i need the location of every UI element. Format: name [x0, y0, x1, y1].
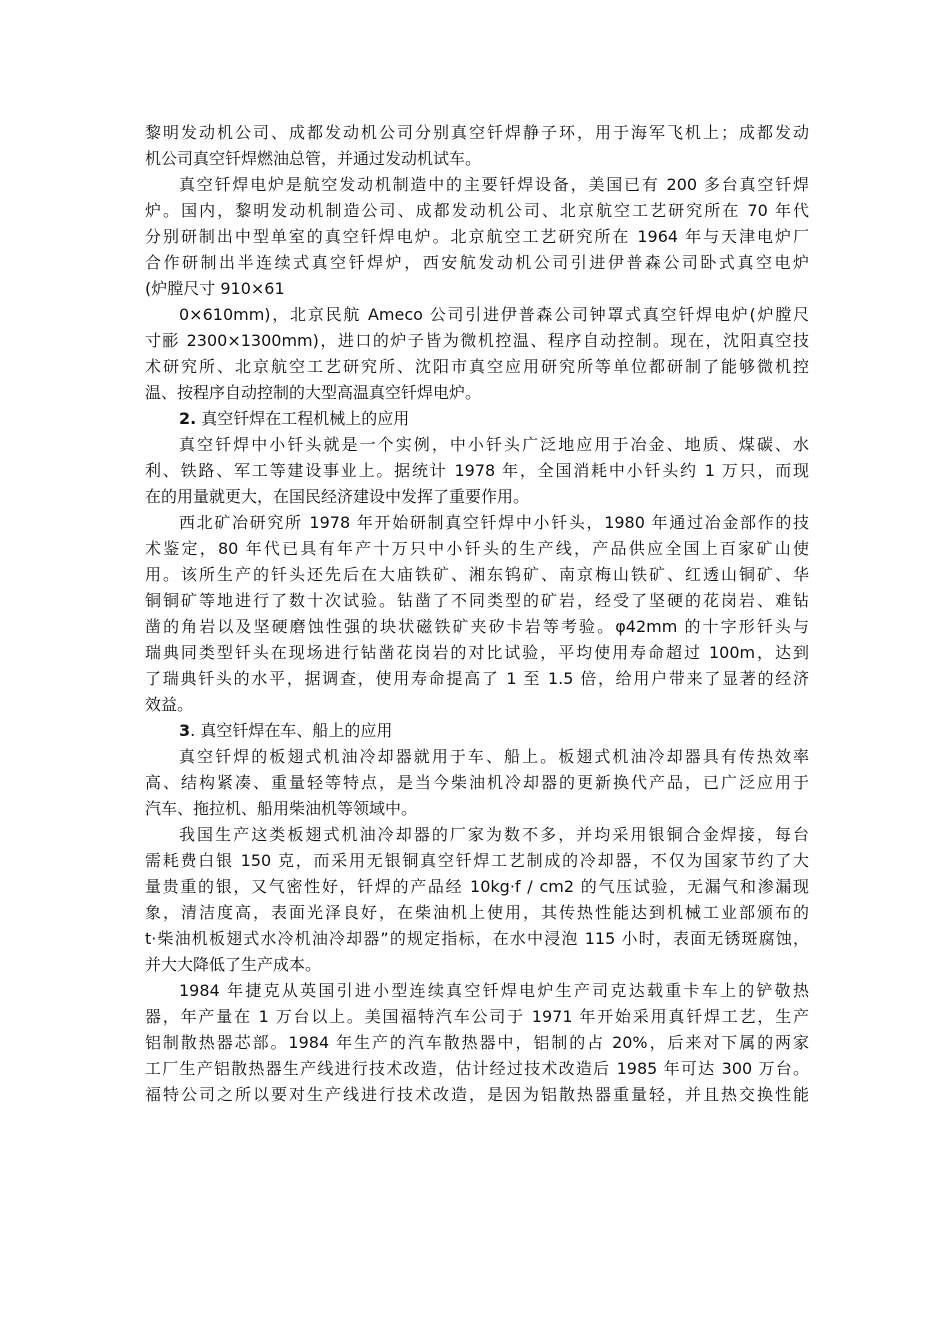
section-heading	[145, 718, 809, 744]
text-line: 瑞典同类型钎头在现场进行钻凿花岗岩的对比试验，平均使用寿命超过 100m，达到	[145, 643, 809, 662]
text-line: 象，清洁度高，表面光泽良好，在柴油机上使用，其传热性能达到机械工业部颁布的	[145, 903, 809, 922]
section-title: 真空钎焊在工程机械上的应用	[196, 409, 410, 428]
document-page	[145, 120, 809, 1108]
text-line: 分别研制出中型单室的真空钎焊电炉。北京航空工艺研究所在 1964 年与天津电炉厂	[145, 227, 809, 246]
text-line: 炉。国内，黎明发动机制造公司、成都发动机公司、北京航空工艺研究所在 70 年代	[145, 201, 809, 220]
section-title: . 真空钎焊在车、船上的应用	[190, 721, 393, 740]
text-line: 温、按程序自动控制的大型高温真空钎焊电炉。	[145, 383, 482, 402]
paragraph	[145, 744, 809, 822]
text-line: 利、铁路、军工等建设事业上。据统计 1978 年，全国消耗中小钎头约 1 万只，而现	[145, 461, 809, 480]
text-line: 0×610mm)，北京民航 Ameco 公司引进伊普森公司钟罩式真空钎焊电炉(炉膛尺	[179, 305, 809, 324]
text-line: 术鉴定，80 年代已具有年产十万只中小钎头的生产线，产品供应全国上百家矿山使	[145, 539, 809, 558]
paragraph	[145, 120, 809, 172]
text-line: 铜铜矿等地进行了数十次试验。钻凿了不同类型的矿岩，经受了坚硬的花岗岩、难钻	[145, 591, 809, 610]
text-line: 铝制散热器芯部。1984 年生产的汽车散热器中，铝制的占 20%，后来对下属的两家	[145, 1033, 809, 1052]
text-line: 机公司真空钎焊燃油总管，并通过发动机试车。	[145, 149, 482, 168]
text-line: 合作研制出半连续式真空钎焊炉，西安航发动机公司引进伊普森公司卧式真空电炉	[145, 253, 809, 272]
section-number: 3	[179, 721, 191, 740]
text-line: (炉膛尺寸 910×61	[145, 279, 285, 298]
text-line: 我国生产这类板翅式机油冷却器的厂家为数不多，并均采用银铜合金焊接，每台	[179, 825, 809, 844]
text-line: 用。该所生产的钎头还先后在大庙铁矿、湘东钨矿、南京梅山铁矿、红透山铜矿、华	[145, 565, 809, 584]
paragraph	[145, 822, 809, 978]
text-line: 真空钎焊电炉是航空发动机制造中的主要钎焊设备，美国已有 200 多台真空钎焊	[179, 175, 809, 194]
text-line: 术研究所、北京航空工艺研究所、沈阳市真空应用研究所等单位都研制了能够微机控	[145, 357, 809, 376]
text-line: 高、结构紧凑、重量轻等特点，是当今柴油机冷却器的更新换代产品，已广泛应用于	[145, 773, 809, 792]
paragraph	[145, 302, 809, 406]
text-line: 量贵重的银，又气密性好，钎焊的产品经 10kg·f / cm2 的气压试验，无漏气和渗漏现	[145, 877, 809, 896]
text-line: 并大大降低了生产成本。	[145, 955, 322, 974]
text-line: 真空钎焊中小钎头就是一个实例，中小钎头广泛地应用于冶金、地质、煤碳、水	[179, 435, 809, 454]
text-line: 需耗费白银 150 克，而采用无银铜真空钎焊工艺制成的冷却器，不仅为国家节约了大	[145, 851, 809, 870]
text-line: 在的用量就更大，在国民经济建设中发挥了重要作用。	[145, 487, 530, 506]
text-line: 西北矿冶研究所 1978 年开始研制真空钎焊中小钎头，1980 年通过冶金部作的技	[179, 513, 809, 532]
text-line: 福特公司之所以要对生产线进行技术改造，是因为铝散热器重量轻，并且热交换性能	[145, 1085, 809, 1104]
text-line: 效益。	[145, 695, 194, 714]
section-heading	[145, 406, 809, 432]
paragraph	[145, 432, 809, 510]
text-line: 汽车、拖拉机、船用柴油机等领域中。	[145, 799, 418, 818]
paragraph	[145, 510, 809, 718]
text-line: 寸彨 2300×1300mm)，进口的炉子皆为微机控温、程序自动控制。现在，沈阳真空技	[145, 331, 809, 350]
paragraph	[145, 978, 809, 1108]
text-line: 器，年产量在 1 万台以上。美国福特汽车公司于 1971 年开始采用真钎焊工艺，生产	[145, 1007, 809, 1026]
paragraph	[145, 172, 809, 302]
text-line: 黎明发动机公司、成都发动机公司分别真空钎焊静子环，用于海军飞机上；成都发动	[145, 123, 809, 142]
text-line: 凿的角岩以及坚硬磨蚀性强的块状磁铁矿夹矽卡岩等考验。φ42mm 的十字形钎头与	[145, 617, 809, 636]
text-line: 真空钎焊的板翅式机油冷却器就用于车、船上。板翅式机油冷却器具有传热效率	[179, 747, 809, 766]
text-line: t·柴油机板翅式水冷机油冷却器”的规定指标，在水中浸泡 115 小时，表面无锈斑腐蚀，	[145, 929, 809, 948]
section-number: 2.	[179, 409, 197, 428]
text-line: 了瑞典钎头的水平，据调查，使用寿命提高了 1 至 1.5 倍，给用户带来了显著的经济	[145, 669, 809, 688]
text-line: 1984 年捷克从英国引进小型连续真空钎焊电炉生产司克达载重卡车上的铲敬热	[179, 981, 809, 1000]
text-line: 工厂生产铝散热器生产线进行技术改造，估计经过技术改造后 1985 年可达 300 万台。	[145, 1059, 809, 1078]
